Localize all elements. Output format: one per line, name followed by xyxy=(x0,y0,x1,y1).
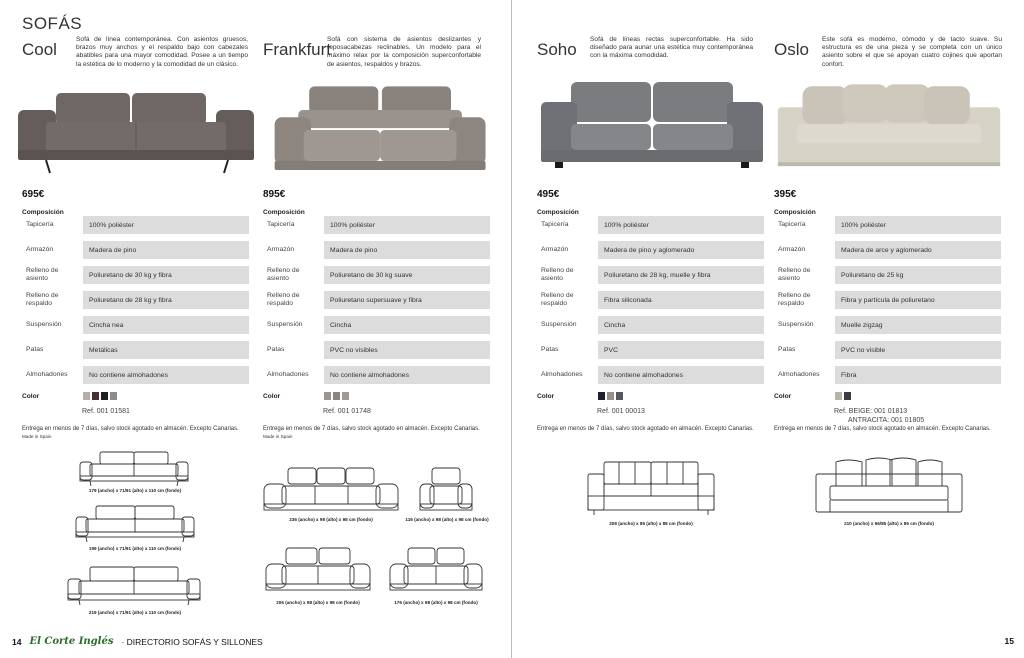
sofa-diagram xyxy=(74,504,196,544)
reference-number: Ref. 001 01748 xyxy=(323,408,371,415)
product-name: Soho xyxy=(537,40,577,59)
price: 395€ xyxy=(774,189,797,200)
color-swatch[interactable] xyxy=(835,392,842,400)
spec-row-relleno-asiento xyxy=(537,266,765,284)
color-swatch[interactable] xyxy=(101,392,108,400)
color-heading: Color xyxy=(22,393,40,400)
spec-label: Patas xyxy=(267,345,285,353)
spec-row-suspension xyxy=(263,316,491,334)
dimensions-label: 176 (ancho) x 98 (alto) x 98 cm (fondo) xyxy=(394,600,478,605)
composition-heading: Composición xyxy=(537,209,579,216)
spec-value: Cincha xyxy=(324,316,490,334)
sofa-diagram xyxy=(262,466,400,514)
spec-row-tapiceria xyxy=(22,216,250,234)
spec-value: Poliuretano de 30 kg y fibra xyxy=(83,266,249,284)
spec-row-patas xyxy=(537,341,765,359)
sofa-diagram xyxy=(264,546,372,594)
spec-value: Cincha nea xyxy=(83,316,249,334)
sofa-diagram xyxy=(66,565,202,607)
spec-row-relleno-respaldo xyxy=(537,291,765,309)
spec-value: Poliuretano de 28 kg, muelle y fibra xyxy=(598,266,764,284)
spec-label: Armazón xyxy=(26,245,54,253)
product-soho xyxy=(537,0,765,440)
directory-title: · DIRECTORIO SOFÁS Y SILLONES xyxy=(121,636,263,647)
sofa-diagram xyxy=(388,546,484,594)
spec-value: Fibra siliconada xyxy=(598,291,764,309)
product-description: Sofá con sistema de asientos deslizantes y reposacabezas reclinables. Un modelo para el máximo relax por la composición superconfortable de asientos, respaldos y brazos. xyxy=(327,36,481,68)
product-name: Oslo xyxy=(774,40,809,59)
sofa-photo xyxy=(774,80,1004,180)
spec-row-relleno-respaldo xyxy=(774,291,1002,309)
price: 695€ xyxy=(22,189,45,200)
spec-row-almohadones xyxy=(22,366,250,384)
page-number-left: 14 xyxy=(12,636,22,647)
spec-row-relleno-asiento xyxy=(263,266,491,284)
color-swatches xyxy=(835,392,851,400)
product-name: Frankfurt xyxy=(263,40,332,59)
made-in-label: Made in Spain xyxy=(22,434,52,439)
spec-value: No contiene almohadones xyxy=(83,366,249,384)
delivery-note: Entrega en menos de 7 días, salvo stock agotado en almacén. Excepto Canarias. xyxy=(774,426,991,432)
color-heading: Color xyxy=(537,393,555,400)
composition-heading: Composición xyxy=(22,209,64,216)
color-swatch[interactable] xyxy=(342,392,349,400)
spec-value: Metálicas xyxy=(83,341,249,359)
sofa-photo xyxy=(531,80,773,180)
page-number-right: 15 xyxy=(1004,636,1014,646)
spec-value: No contiene almohadones xyxy=(324,366,490,384)
color-swatch[interactable] xyxy=(110,392,117,400)
spec-row-tapiceria xyxy=(263,216,491,234)
color-swatch[interactable] xyxy=(607,392,614,400)
spec-row-armazon xyxy=(263,241,491,259)
spec-label: Tapicería xyxy=(778,220,806,228)
dimensions-label: 210 (ancho) x 66/85 (alto) x 86 cm (fondo) xyxy=(844,521,934,526)
color-swatch[interactable] xyxy=(616,392,623,400)
spec-value: 100% poliéster xyxy=(324,216,490,234)
spec-label: Almohadones xyxy=(541,370,583,378)
spec-value: Madera de pino xyxy=(324,241,490,259)
spec-label: Patas xyxy=(778,345,796,353)
spec-value: Madera de arce y aglomerado xyxy=(835,241,1001,259)
spec-row-armazon xyxy=(774,241,1002,259)
made-in-label: Made in Spain xyxy=(263,434,293,439)
spec-value: Fibra y partícula de poliuretano xyxy=(835,291,1001,309)
delivery-note: Entrega en menos de 7 días, salvo stock agotado en almacén. Excepto Canarias. xyxy=(537,426,754,432)
spec-label: Tapicería xyxy=(267,220,295,228)
sofa-diagram xyxy=(78,450,190,488)
product-name: Cool xyxy=(22,40,57,59)
spec-label: Suspensión xyxy=(541,320,577,328)
sofa-diagram xyxy=(814,456,964,518)
product-oslo xyxy=(774,0,1002,440)
spec-label: Almohadones xyxy=(778,370,820,378)
product-description: Este sofá es moderno, cómodo y de tacto suave. Su estructura es de una pieza y se completa con un único asiento sobre el que se apoyan cuatro cojines que aportan confort. xyxy=(822,36,1002,68)
color-swatch[interactable] xyxy=(598,392,605,400)
spec-label: Relleno de respaldo xyxy=(541,291,574,307)
composition-heading: Composición xyxy=(263,209,305,216)
dimensions-label: 206 (ancho) x 98 (alto) x 98 cm (fondo) xyxy=(276,600,360,605)
color-swatch[interactable] xyxy=(83,392,90,400)
spec-row-relleno-asiento xyxy=(22,266,250,284)
spec-value: 100% poliéster xyxy=(835,216,1001,234)
spec-value: No contiene almohadones xyxy=(598,366,764,384)
section-title: SOFÁS xyxy=(22,14,83,33)
delivery-note: Entrega en menos de 7 días, salvo stock agotado en almacén. Excepto Canarias. xyxy=(263,426,480,432)
spec-row-patas xyxy=(22,341,250,359)
dimensions-label: 179 (ancho) x 71/91 (alto) x 110 cm (fondo) xyxy=(88,488,182,493)
reference-number xyxy=(834,408,924,426)
spec-label: Suspensión xyxy=(778,320,814,328)
spec-label: Relleno de asiento xyxy=(778,266,811,282)
product-cool xyxy=(22,0,250,440)
spec-row-patas xyxy=(263,341,491,359)
spec-label: Armazón xyxy=(267,245,295,253)
color-swatch[interactable] xyxy=(333,392,340,400)
footer-left xyxy=(12,636,263,647)
spec-row-armazon xyxy=(22,241,250,259)
spec-label: Relleno de respaldo xyxy=(267,291,300,307)
spec-row-relleno-respaldo xyxy=(263,291,491,309)
spec-label: Relleno de asiento xyxy=(26,266,59,282)
spec-value: Fibra xyxy=(835,366,1001,384)
spec-label: Relleno de asiento xyxy=(267,266,300,282)
page-gutter xyxy=(511,0,512,658)
product-description: Sofá de líneas rectas superconfortable. Ha sido diseñado para aunar una estética muy contemporánea con la máxima comodidad. xyxy=(590,36,753,60)
spec-label: Almohadones xyxy=(267,370,309,378)
spec-value: Madera de pino xyxy=(83,241,249,259)
reference-number: Ref. 001 01581 xyxy=(82,408,130,415)
spec-value: Poliuretano de 28 kg y fibra xyxy=(83,291,249,309)
brand-logo: El Corte Inglés xyxy=(29,636,114,647)
color-swatch[interactable] xyxy=(92,392,99,400)
color-swatch[interactable] xyxy=(324,392,331,400)
color-heading: Color xyxy=(263,393,281,400)
color-swatches xyxy=(598,392,623,400)
dimensions-label: 219 (ancho) x 71/91 (alto) x 110 cm (fondo) xyxy=(88,610,182,615)
spec-label: Tapicería xyxy=(26,220,54,228)
spec-row-almohadones xyxy=(537,366,765,384)
spec-label: Suspensión xyxy=(26,320,62,328)
dimensions-label: 236 (ancho) x 98 (alto) x 98 cm (fondo) xyxy=(289,517,373,522)
spec-row-almohadones xyxy=(263,366,491,384)
spec-row-armazon xyxy=(537,241,765,259)
product-frankfurt xyxy=(263,0,491,440)
sofa-diagram xyxy=(586,460,716,518)
color-swatches xyxy=(324,392,349,400)
spec-row-tapiceria xyxy=(774,216,1002,234)
dimensions-label: 116 (ancho) x 98 (alto) x 98 cm (fondo) xyxy=(405,517,489,522)
spec-value: Muelle zigzag xyxy=(835,316,1001,334)
composition-heading: Composición xyxy=(774,209,816,216)
spec-label: Patas xyxy=(26,345,44,353)
price: 495€ xyxy=(537,189,560,200)
spec-label: Relleno de respaldo xyxy=(778,291,811,307)
spec-value: 100% poliéster xyxy=(598,216,764,234)
reference-antracita: ANTRACITA: 001 01805 xyxy=(848,416,925,424)
spec-value: Poliuretano de 25 kg xyxy=(835,266,1001,284)
spec-row-relleno-respaldo xyxy=(22,291,250,309)
spec-row-patas xyxy=(774,341,1002,359)
spec-label: Patas xyxy=(541,345,559,353)
spec-row-suspension xyxy=(22,316,250,334)
spec-value: Poliuretano de 30 kg suave xyxy=(324,266,490,284)
spec-row-tapiceria xyxy=(537,216,765,234)
reference-number: Ref. 001 00013 xyxy=(597,408,645,415)
sofa-photo xyxy=(16,80,258,180)
price: 895€ xyxy=(263,189,286,200)
spec-row-relleno-asiento xyxy=(774,266,1002,284)
delivery-note: Entrega en menos de 7 días, salvo stock agotado en almacén. Excepto Canarias. xyxy=(22,426,239,432)
product-description: Sofá de línea contemporánea. Con asientos gruesos, brazos muy anchos y el respaldo bajo con cabezales abatibles para una mayor comodidad. Posee a un tiempo la estética de lo moderno y la comodidad de un clásico. xyxy=(76,36,248,68)
spec-value: PVC xyxy=(598,341,764,359)
dimensions-label: 208 (ancho) x 85 (alto) x 88 cm (fondo) xyxy=(609,521,693,526)
spec-row-suspension xyxy=(537,316,765,334)
spec-value: Cincha xyxy=(598,316,764,334)
spec-label: Tapicería xyxy=(541,220,569,228)
color-swatches xyxy=(83,392,117,400)
spec-label: Almohadones xyxy=(26,370,68,378)
sofa-photo xyxy=(271,80,491,180)
spec-label: Armazón xyxy=(541,245,569,253)
spec-value: PVC no visibles xyxy=(324,341,490,359)
color-heading: Color xyxy=(774,393,792,400)
armchair-diagram xyxy=(418,466,474,514)
spec-value: Madera de pino y aglomerado xyxy=(598,241,764,259)
spec-value: PVC no visible xyxy=(835,341,1001,359)
spec-label: Suspensión xyxy=(267,320,303,328)
spec-row-suspension xyxy=(774,316,1002,334)
dimensions-label: 199 (ancho) x 71/91 (alto) x 110 cm (fondo) xyxy=(88,546,182,551)
spec-value: Poliuretano supersuave y fibra xyxy=(324,291,490,309)
reference-beige: Ref. BEIGE: 001 01813 xyxy=(834,408,908,415)
spec-label: Relleno de respaldo xyxy=(26,291,59,307)
spec-value: 100% poliéster xyxy=(83,216,249,234)
color-swatch[interactable] xyxy=(844,392,851,400)
spec-label: Armazón xyxy=(778,245,806,253)
spec-row-almohadones xyxy=(774,366,1002,384)
spec-label: Relleno de asiento xyxy=(541,266,574,282)
